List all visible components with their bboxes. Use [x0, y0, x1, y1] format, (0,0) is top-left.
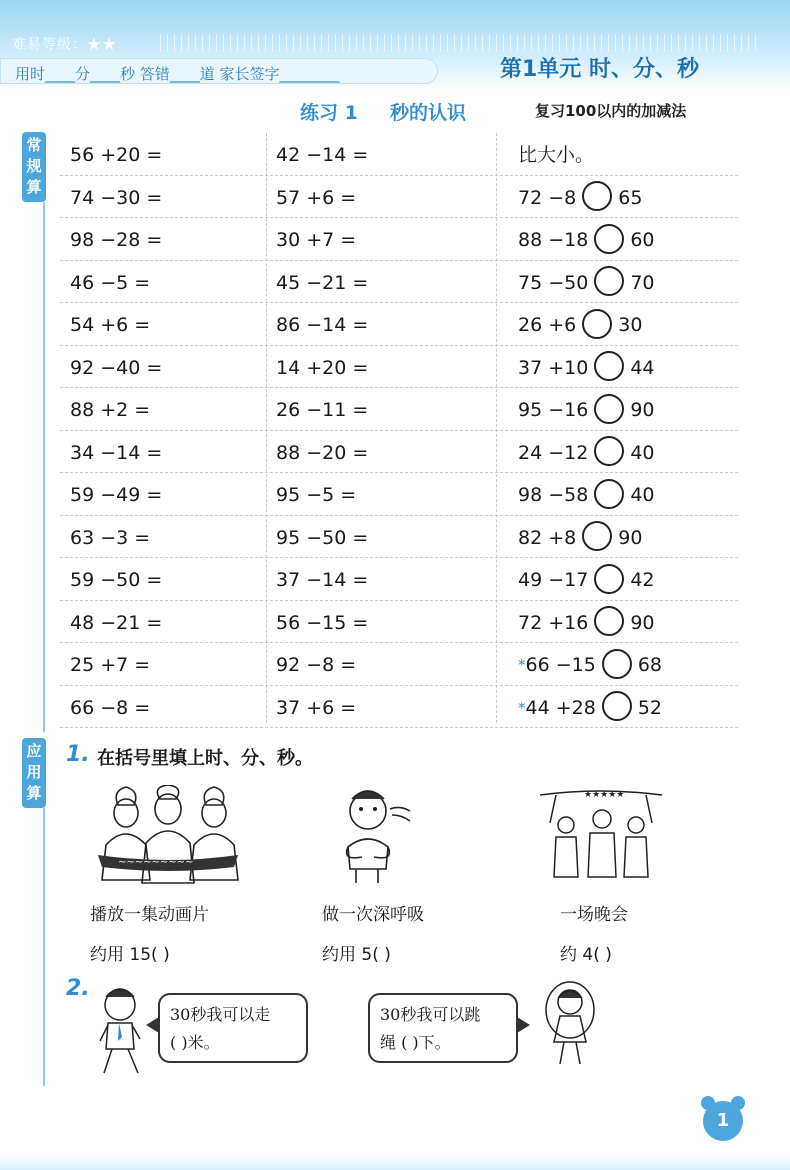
equation-col2[interactable]: 37 +6 =: [276, 696, 357, 719]
side-tab-routine: [22, 132, 46, 202]
compare-circle-blank[interactable]: [582, 521, 612, 551]
caption-breath: 做一次深呼吸: [322, 905, 424, 925]
equation-col2[interactable]: 92 −8 =: [276, 654, 357, 676]
caption-party: 一场晚会: [560, 905, 628, 925]
equation-col1[interactable]: 88 +2 =: [70, 399, 151, 421]
table-row: [60, 558, 738, 601]
compare-left: 49 −17: [518, 569, 589, 591]
compare-item: [518, 303, 642, 346]
compare-left: 37 +10: [518, 356, 589, 379]
cartoon-heroes-picture: [88, 785, 248, 885]
equation-col2[interactable]: 30 +7 =: [276, 229, 357, 251]
time-record-bar: [0, 58, 438, 84]
page-number-text: 1: [716, 1110, 730, 1131]
compare-right: 44: [630, 356, 655, 379]
compare-circle-blank[interactable]: [594, 436, 624, 466]
compare-right: 90: [630, 399, 655, 421]
compare-circle-blank[interactable]: [594, 606, 624, 636]
compare-circle-blank[interactable]: [582, 309, 612, 339]
compare-left: 88 −18: [518, 229, 589, 251]
equation-col2[interactable]: 56 −15 =: [276, 611, 369, 634]
compare-left: 72 +16: [518, 611, 589, 634]
side-tab-char: 常: [26, 136, 42, 154]
compare-left: 98 −58: [518, 484, 589, 506]
table-row: [60, 431, 738, 474]
equation-col2[interactable]: 14 +20 =: [276, 356, 369, 379]
equation-col1[interactable]: 46 −5 =: [70, 271, 151, 294]
caption-cartoon: 播放一集动画片: [90, 905, 209, 925]
compare-left: 95 −16: [518, 399, 589, 421]
compare-item: [518, 686, 662, 729]
bubble-walk-blank[interactable]: ( )米。: [170, 1033, 220, 1052]
svg-text:~~~~~~~~~: ~~~~~~~~~: [118, 857, 194, 868]
boy-walking-picture: [92, 985, 152, 1080]
compare-circle-blank[interactable]: [594, 266, 624, 296]
equation-col1[interactable]: 56 +20 =: [70, 144, 163, 166]
question-text: 在括号里填上时、分、秒。: [97, 748, 313, 769]
table-row: [60, 261, 738, 304]
side-tab-char: 规: [26, 157, 42, 175]
lesson-number: 练习 1: [300, 102, 358, 124]
table-row: [60, 473, 738, 516]
star-mark: *: [518, 698, 526, 717]
equation-col2[interactable]: 88 −20 =: [276, 441, 369, 464]
compare-left: 24 −12: [518, 441, 589, 464]
bubble-walk-line1: 30秒我可以走: [170, 1005, 271, 1024]
compare-circle-blank[interactable]: [602, 649, 632, 679]
compare-right: 65: [618, 186, 643, 209]
answer-blank-cartoon[interactable]: 约用 15( ): [90, 945, 170, 965]
girl-skipping-picture: [540, 980, 600, 1075]
table-row: [60, 643, 738, 686]
equation-col1[interactable]: 34 −14 =: [70, 441, 163, 464]
child-breathing-picture: [330, 785, 420, 885]
equation-col2[interactable]: 95 −5 =: [276, 484, 357, 506]
page-number: [703, 1101, 743, 1141]
time-record-label: 用时____分____秒 答错____道 家长签字________: [15, 65, 340, 83]
difficulty-level: 难易等级：★★: [12, 37, 117, 53]
svg-text:★★★★★: ★★★★★: [584, 790, 625, 800]
compare-left: 72 −8: [518, 186, 577, 209]
compare-item: [518, 346, 655, 389]
compare-right: 90: [630, 611, 655, 634]
compare-item: [518, 388, 655, 431]
compare-right: 90: [618, 526, 643, 549]
compare-left: 44 +28: [525, 696, 596, 719]
compare-right: 40: [630, 484, 655, 506]
table-row: [60, 686, 738, 729]
equation-col2[interactable]: 26 −11 =: [276, 399, 369, 421]
equation-col2[interactable]: 45 −21 =: [276, 271, 369, 294]
side-divider: [43, 202, 45, 732]
compare-item: [518, 558, 655, 601]
equation-col1[interactable]: 92 −40 =: [70, 356, 163, 379]
compare-left: 75 −50: [518, 271, 589, 294]
bottom-decoration: [0, 1155, 790, 1170]
star-mark: *: [518, 656, 526, 674]
review-label: 复习100以内的加减法: [535, 102, 687, 120]
question-number: 2.: [66, 976, 90, 1001]
compare-item: [518, 516, 642, 559]
compare-circle-blank[interactable]: [602, 691, 632, 721]
compare-item: [518, 218, 655, 261]
compare-circle-blank[interactable]: [594, 224, 624, 254]
equation-col1[interactable]: 74 −30 =: [70, 186, 163, 209]
compare-header: 比大小。: [518, 144, 595, 166]
header-band: [0, 0, 790, 92]
bubble-jump-blank[interactable]: 绳 ( )下。: [380, 1033, 451, 1052]
table-row: [60, 133, 738, 176]
compare-right: 52: [637, 696, 663, 719]
compare-circle-blank[interactable]: [582, 181, 612, 211]
compare-right: 42: [630, 569, 655, 591]
table-row: [60, 176, 738, 219]
table-row: [60, 516, 738, 559]
compare-right: 68: [637, 654, 663, 676]
compare-circle-blank[interactable]: [594, 351, 624, 381]
side-tab-char: 算: [26, 784, 42, 802]
compare-left: 26 +6: [518, 314, 577, 336]
lesson-topic: 秒的认识: [390, 102, 467, 124]
speech-bubble-walk: [158, 993, 308, 1063]
unit-title: 第1单元 时、分、秒: [500, 57, 699, 82]
equation-col1[interactable]: 98 −28 =: [70, 229, 163, 251]
compare-circle-blank[interactable]: [594, 394, 624, 424]
table-row: [60, 388, 738, 431]
bubble-jump-line1: 30秒我可以跳: [380, 1005, 481, 1024]
equation-col1[interactable]: 25 +7 =: [70, 654, 151, 676]
compare-item: [518, 431, 655, 474]
table-row: [60, 346, 738, 389]
compare-left: 82 +8: [518, 526, 577, 549]
equation-col1[interactable]: 59 −50 =: [70, 569, 163, 591]
table-row: [60, 601, 738, 644]
decorative-ruler: [160, 34, 760, 52]
equation-col1[interactable]: 48 −21 =: [70, 611, 163, 634]
equation-col2[interactable]: 42 −14 =: [276, 144, 369, 166]
compare-right: 60: [630, 229, 655, 251]
compare-item: [518, 473, 655, 516]
compare-right: 70: [630, 271, 655, 294]
compare-right: 40: [630, 441, 655, 464]
compare-item: [518, 176, 642, 219]
compare-right: 30: [618, 314, 643, 336]
side-tab-char: 应: [26, 742, 42, 760]
equation-col2[interactable]: 86 −14 =: [276, 314, 369, 336]
equation-col1[interactable]: 59 −49 =: [70, 484, 163, 506]
side-divider: [43, 808, 45, 1086]
answer-blank-breath[interactable]: 约用 5( ): [322, 945, 391, 965]
side-tab-char: 用: [26, 763, 42, 781]
calculation-table: [60, 133, 738, 728]
compare-left: 66 −15: [525, 654, 596, 676]
compare-item: [518, 643, 662, 686]
equation-col1[interactable]: 66 −8 =: [70, 696, 151, 719]
equation-col2[interactable]: 37 −14 =: [276, 569, 369, 591]
side-tab-char: 算: [26, 178, 42, 196]
answer-blank-party[interactable]: 约 4( ): [560, 945, 612, 965]
question-number: 1.: [66, 742, 90, 767]
lesson-title-row: [0, 98, 790, 126]
equation-col2[interactable]: 95 −50 =: [276, 526, 369, 549]
equation-col1[interactable]: 63 −3 =: [70, 526, 151, 549]
compare-circle-blank[interactable]: [594, 479, 624, 509]
speech-bubble-jump: [368, 993, 518, 1063]
equation-col1[interactable]: 54 +6 =: [70, 314, 151, 336]
table-row: [60, 218, 738, 261]
compare-item: [518, 261, 655, 304]
side-tab-apply: [22, 738, 46, 808]
evening-party-picture: [536, 785, 666, 885]
compare-circle-blank[interactable]: [594, 564, 624, 594]
table-row: [60, 303, 738, 346]
compare-item: [518, 601, 655, 644]
equation-col2[interactable]: 57 +6 =: [276, 186, 357, 209]
